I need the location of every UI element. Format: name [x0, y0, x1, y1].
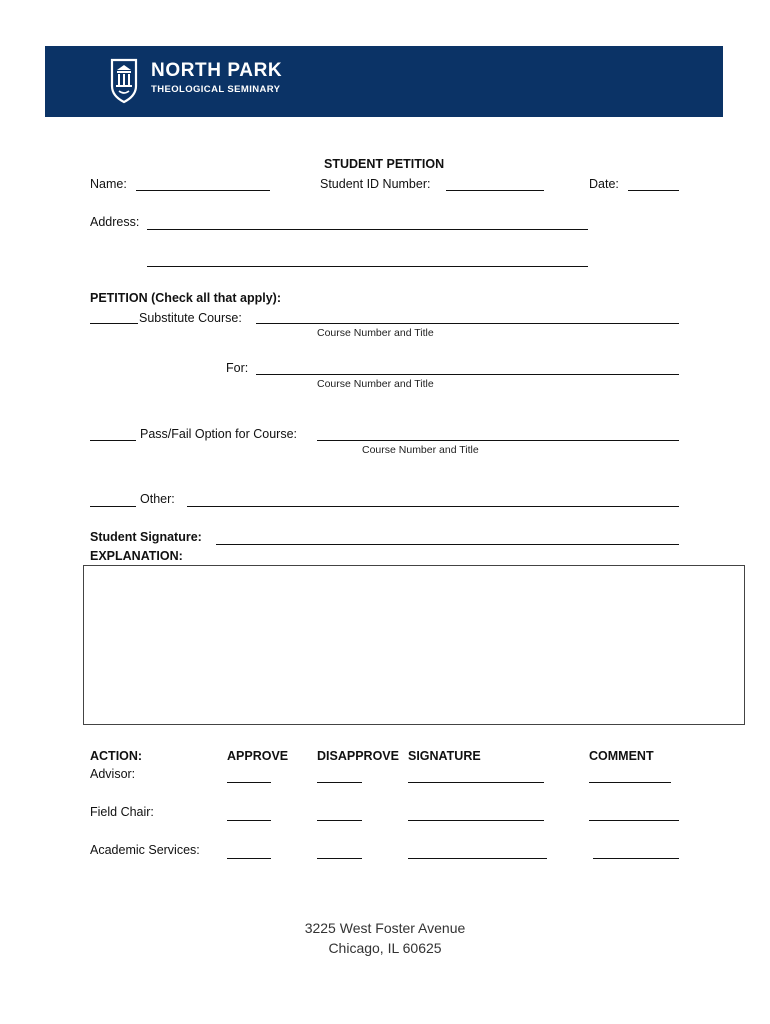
student-signature-field[interactable]: [216, 544, 679, 545]
date-field[interactable]: [628, 190, 679, 191]
org-subtitle: THEOLOGICAL SEMINARY: [151, 84, 281, 95]
student-id-label: Student ID Number:: [320, 177, 431, 191]
col-comment: COMMENT: [589, 749, 654, 763]
name-field[interactable]: [136, 190, 270, 191]
address-line-1-field[interactable]: [147, 229, 588, 230]
passfail-course-caption: Course Number and Title: [362, 444, 479, 456]
date-label: Date:: [589, 177, 619, 191]
passfail-course-field[interactable]: [317, 440, 679, 441]
advisor-signature-field[interactable]: [408, 782, 544, 783]
address-line-2-field[interactable]: [147, 266, 588, 267]
petition-heading: PETITION (Check all that apply):: [90, 291, 281, 305]
academic-comment-field[interactable]: [593, 858, 679, 859]
name-label: Name:: [90, 177, 127, 191]
substitute-course-caption: Course Number and Title: [317, 327, 434, 339]
for-label: For:: [226, 361, 249, 375]
student-id-field[interactable]: [446, 190, 544, 191]
explanation-textarea[interactable]: [83, 565, 745, 725]
substitute-label: Substitute Course:: [139, 311, 242, 325]
field-chair-comment-field[interactable]: [589, 820, 679, 821]
col-approve: APPROVE: [227, 749, 289, 763]
footer-address-line1: 3225 West Foster Avenue: [304, 920, 466, 936]
other-label: Other:: [140, 492, 175, 506]
other-checkbox-line[interactable]: [90, 506, 136, 507]
other-field[interactable]: [187, 506, 679, 507]
advisor-disapprove-field[interactable]: [317, 782, 362, 783]
row-field-chair-label: Field Chair:: [90, 805, 154, 819]
academic-approve-field[interactable]: [227, 858, 271, 859]
field-chair-approve-field[interactable]: [227, 820, 271, 821]
explanation-label: EXPLANATION:: [90, 549, 183, 563]
academic-disapprove-field[interactable]: [317, 858, 362, 859]
advisor-approve-field[interactable]: [227, 782, 271, 783]
footer-address-line2: Chicago, IL 60625: [328, 940, 442, 956]
passfail-checkbox-line[interactable]: [90, 440, 136, 441]
org-name: NORTH PARK: [151, 60, 283, 81]
col-disapprove: DISAPPROVE: [317, 749, 399, 763]
advisor-comment-field[interactable]: [589, 782, 671, 783]
field-chair-signature-field[interactable]: [408, 820, 544, 821]
student-signature-label: Student Signature:: [90, 530, 202, 544]
form-title: STUDENT PETITION: [324, 157, 445, 171]
substitute-course-field[interactable]: [256, 323, 679, 324]
row-academic-services-label: Academic Services:: [90, 843, 200, 857]
academic-signature-field[interactable]: [408, 858, 547, 859]
seminary-logo-icon: [109, 56, 139, 104]
passfail-label: Pass/Fail Option for Course:: [140, 427, 298, 441]
for-course-field[interactable]: [256, 374, 679, 375]
header-banner: [45, 46, 723, 117]
address-label: Address:: [90, 215, 140, 229]
row-advisor-label: Advisor:: [90, 767, 136, 781]
field-chair-disapprove-field[interactable]: [317, 820, 362, 821]
col-signature: SIGNATURE: [408, 749, 481, 763]
for-course-caption: Course Number and Title: [317, 378, 434, 390]
action-heading: ACTION:: [90, 749, 143, 763]
substitute-checkbox-line[interactable]: [90, 323, 138, 324]
